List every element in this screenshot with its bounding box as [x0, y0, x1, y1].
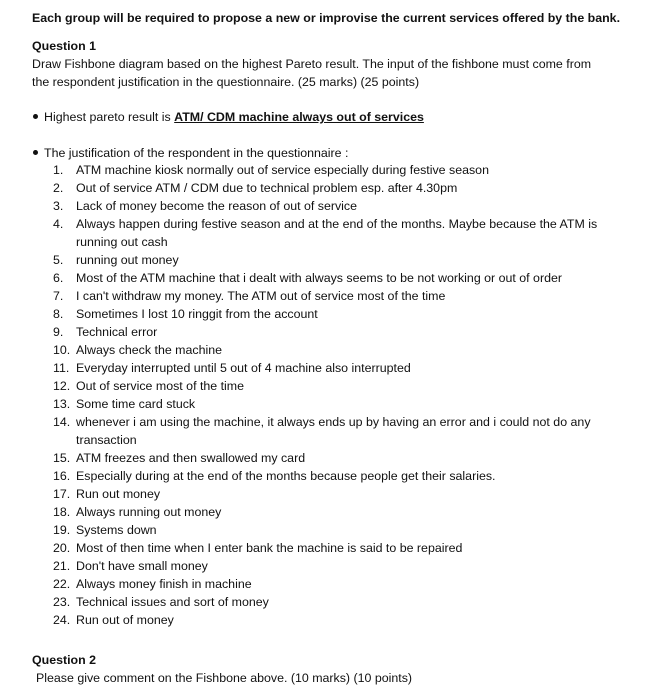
intro-text: Each group will be required to propose a new or improvise the current services offered by the bank. — [32, 11, 621, 25]
list-item-number: 13. — [53, 397, 71, 411]
list-item — [53, 359, 613, 377]
list-item-number: 19. — [53, 523, 71, 537]
list-item-text: Most of then time when I enter bank the machine is said to be repaired — [76, 541, 463, 555]
pareto-prefix: Highest pareto result is — [44, 110, 175, 124]
list-item-text: Out of service ATM / CDM due to technical problem esp. after 4.30pm — [76, 181, 458, 195]
list-item-number: 6. — [53, 271, 64, 285]
list-item — [53, 575, 613, 593]
list-item — [53, 395, 613, 413]
pareto-result-bullet — [33, 108, 424, 126]
justification-heading: The justification of the respondent in the questionnaire : — [44, 146, 349, 160]
list-item — [53, 413, 613, 449]
question-2-instructions: Please give comment on the Fishbone above. (10 marks) (10 points) — [36, 671, 413, 685]
list-item-text: Always happen during festive season and at the end of the months. Maybe because the ATM is running out cash — [76, 217, 598, 249]
list-item-number: 15. — [53, 451, 71, 465]
list-item — [53, 377, 613, 395]
list-item — [53, 179, 613, 197]
list-item-text: Technical error — [76, 325, 158, 339]
list-item — [53, 269, 613, 287]
list-item-number: 1. — [53, 163, 64, 177]
list-item-text: Technical issues and sort of money — [76, 595, 269, 609]
list-item — [53, 215, 613, 251]
list-item — [53, 305, 613, 323]
list-item-text: Especially during at the end of the months because people get their salaries. — [76, 469, 496, 483]
list-item-number: 24. — [53, 613, 71, 627]
list-item-text: Sometimes I lost 10 ringgit from the account — [76, 307, 318, 321]
list-item-text: Always money finish in machine — [76, 577, 252, 591]
list-item-text: Some time card stuck — [76, 397, 196, 411]
list-item — [53, 251, 613, 269]
list-item-number: 9. — [53, 325, 64, 339]
list-item-number: 2. — [53, 181, 64, 195]
list-item-text: Always running out money — [76, 505, 222, 519]
list-item — [53, 341, 613, 359]
list-item-text: Run out money — [76, 487, 161, 501]
list-item — [53, 323, 613, 341]
list-item-text: Run out of money — [76, 613, 174, 627]
question-2-heading: Question 2 — [32, 653, 97, 667]
bullet-icon — [33, 114, 38, 119]
list-item — [53, 161, 613, 179]
list-item-text: Don't have small money — [76, 559, 208, 573]
list-item-number: 8. — [53, 307, 64, 321]
list-item — [53, 521, 613, 539]
list-item-number: 12. — [53, 379, 71, 393]
list-item — [53, 467, 613, 485]
list-item-number: 18. — [53, 505, 71, 519]
list-item-text: Always check the machine — [76, 343, 223, 357]
list-item-number: 5. — [53, 253, 64, 267]
justification-bullet — [33, 144, 348, 162]
list-item-number: 23. — [53, 595, 71, 609]
list-item-text: Systems down — [76, 523, 157, 537]
list-item-text: running out money — [76, 253, 179, 267]
question-1-line-1: Draw Fishbone diagram based on the highest Pareto result. The input of the fishbone must come from — [32, 57, 592, 71]
pareto-value: ATM/ CDM machine always out of services — [174, 110, 424, 124]
list-item-text: ATM freezes and then swallowed my card — [76, 451, 306, 465]
list-item — [53, 287, 613, 305]
list-item-text: whenever i am using the machine, it always ends up by having an error and i could not do any transaction — [76, 415, 591, 447]
list-item-text: I can't withdraw my money. The ATM out of service most of the time — [76, 289, 446, 303]
list-item — [53, 197, 613, 215]
bullet-icon — [33, 150, 38, 155]
list-item — [53, 611, 613, 629]
list-item-text: Out of service most of the time — [76, 379, 245, 393]
list-item — [53, 503, 613, 521]
list-item-number: 7. — [53, 289, 64, 303]
list-item-text: ATM machine kiosk normally out of service especially during festive season — [76, 163, 489, 177]
list-item-number: 22. — [53, 577, 71, 591]
list-item — [53, 449, 613, 467]
list-item-text: Lack of money become the reason of out of service — [76, 199, 358, 213]
question-1-instructions — [32, 55, 622, 91]
question-1-line-2: the respondent justification in the questionnaire. (25 marks) (25 points) — [32, 75, 420, 89]
list-item-number: 4. — [53, 217, 64, 231]
list-item-number: 20. — [53, 541, 71, 555]
list-item-text: Most of the ATM machine that i dealt with always seems to be not working or out of order — [76, 271, 562, 285]
list-item — [53, 593, 613, 611]
list-item — [53, 485, 613, 503]
list-item-number: 3. — [53, 199, 64, 213]
list-item-number: 17. — [53, 487, 71, 501]
list-item-number: 21. — [53, 559, 71, 573]
list-item-number: 11. — [53, 361, 70, 375]
justification-list — [53, 161, 613, 629]
list-item — [53, 557, 613, 575]
question-1-heading: Question 1 — [32, 39, 97, 53]
list-item-number: 10. — [53, 343, 71, 357]
list-item — [53, 539, 613, 557]
list-item-number: 16. — [53, 469, 71, 483]
list-item-text: Everyday interrupted until 5 out of 4 machine also interrupted — [76, 361, 411, 375]
list-item-number: 14. — [53, 415, 71, 429]
